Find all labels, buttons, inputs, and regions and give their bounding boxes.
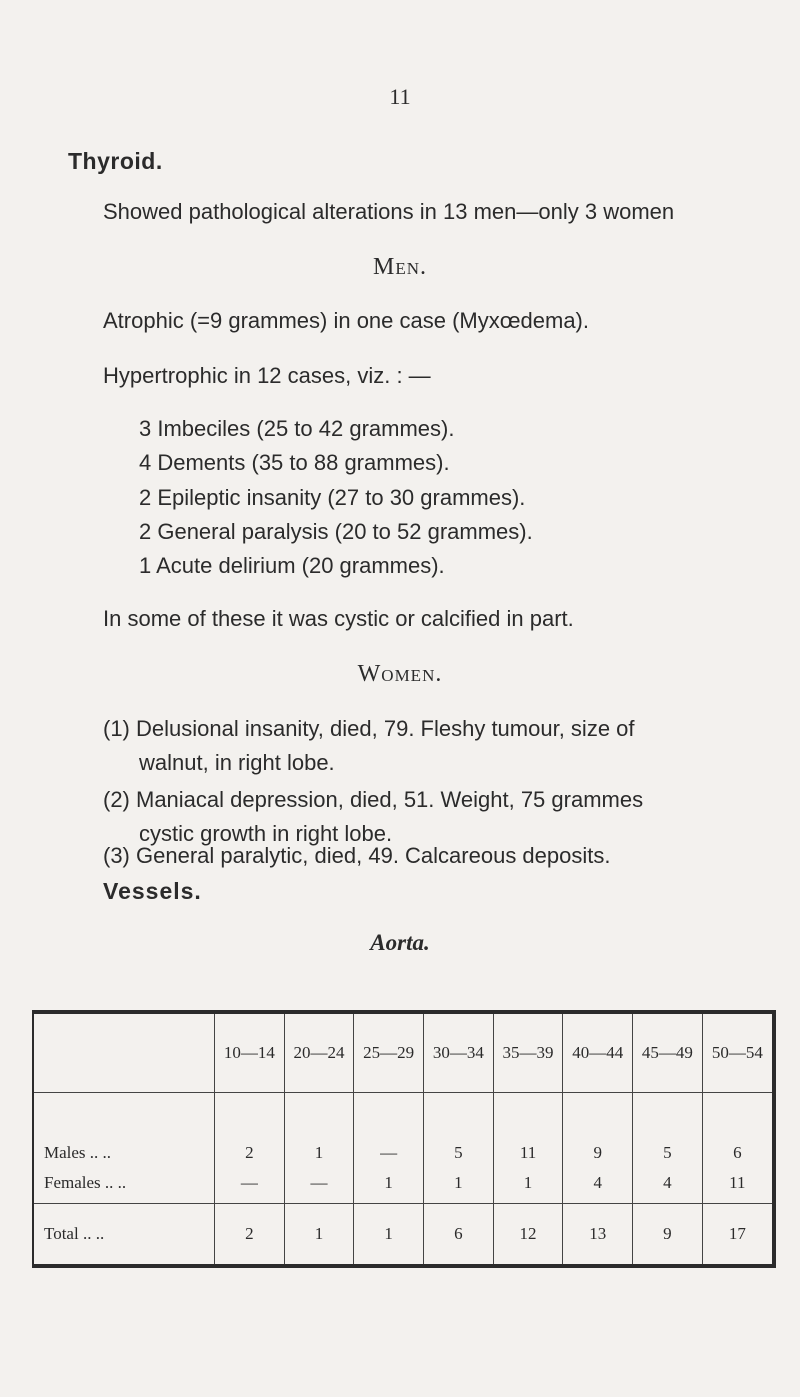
table-cell: 11 (493, 1093, 563, 1164)
hypertrophic-item: 4 Dements (35 to 88 grammes). (139, 450, 450, 475)
women-item-cont: walnut, in right lobe. (139, 750, 335, 775)
table-cell: 1 (354, 1204, 424, 1267)
table-cell: 6 (702, 1093, 774, 1164)
table-cell: 1 (284, 1093, 354, 1164)
col-header: 40—44 (563, 1012, 633, 1093)
hypertrophic-item: 2 General paralysis (20 to 52 grammes). (139, 519, 533, 544)
table-header-row (33, 1012, 774, 1093)
men-heading: Men. (372, 254, 427, 280)
col-header: 25—29 (354, 1012, 424, 1093)
header-blank (33, 1012, 215, 1093)
row-label: Total .. .. (33, 1204, 215, 1267)
table-row-total (33, 1204, 774, 1267)
row-label: Males .. .. (44, 1143, 112, 1162)
table-cell: 11 (702, 1163, 774, 1204)
table-cell: 12 (493, 1204, 563, 1267)
page-number: 11 (389, 84, 411, 109)
table-cell: 1 (493, 1163, 563, 1204)
table-cell: 1 (284, 1204, 354, 1267)
table-cell: 5 (633, 1093, 703, 1164)
table-cell: 13 (563, 1204, 633, 1267)
table-cell: 2 (215, 1204, 285, 1267)
row-label: Females .. .. (44, 1173, 127, 1192)
col-header: 10—14 (215, 1012, 285, 1093)
table-cell: — (215, 1163, 285, 1204)
thyroid-heading: Thyroid. (68, 148, 163, 174)
table-cell: 9 (633, 1204, 703, 1267)
atrophic-line: Atrophic (=9 grammes) in one case (Myxœdema). (103, 308, 589, 333)
table-row (33, 1093, 774, 1164)
women-item: (1) Delusional insanity, died, 79. Fleshy tumour, size of (103, 716, 635, 741)
women-heading: Women. (357, 661, 443, 687)
table-cell: — (284, 1163, 354, 1204)
table-cell: 9 (563, 1093, 633, 1164)
table-cell: — (354, 1093, 424, 1164)
table-cell: 1 (354, 1163, 424, 1204)
col-header: 30—34 (424, 1012, 494, 1093)
table-cell: 17 (702, 1204, 774, 1267)
table-row (33, 1163, 774, 1204)
table-cell: 6 (424, 1204, 494, 1267)
table-cell: 2 (215, 1093, 285, 1164)
hypertrophic-item: 3 Imbeciles (25 to 42 grammes). (139, 416, 455, 441)
col-header: 35—39 (493, 1012, 563, 1093)
table-cell: 1 (424, 1163, 494, 1204)
table-cell: 5 (424, 1093, 494, 1164)
hypertrophic-item: 2 Epileptic insanity (27 to 30 grammes). (139, 485, 526, 510)
table-cell: 4 (633, 1163, 703, 1204)
col-header: 20—24 (284, 1012, 354, 1093)
thyroid-intro: Showed pathological alterations in 13 men—only 3 women (103, 199, 675, 224)
aorta-title: Aorta. (370, 930, 430, 955)
hypertrophic-item: 1 Acute delirium (20 grammes). (139, 553, 445, 578)
aorta-table (32, 1010, 776, 1268)
table-cell: 4 (563, 1163, 633, 1204)
col-header: 50—54 (702, 1012, 774, 1093)
col-header: 45—49 (633, 1012, 703, 1093)
vessels-heading: Vessels. (103, 878, 202, 904)
women-item: (3) General paralytic, died, 49. Calcareous deposits. (103, 843, 611, 868)
women-item-cont: cystic growth in right lobe. (139, 821, 393, 846)
cystic-note: In some of these it was cystic or calcified in part. (103, 606, 574, 631)
women-item: (2) Maniacal depression, died, 51. Weight, 75 grammes (103, 787, 644, 812)
hypertrophic-line: Hypertrophic in 12 cases, viz. : — (103, 363, 431, 388)
